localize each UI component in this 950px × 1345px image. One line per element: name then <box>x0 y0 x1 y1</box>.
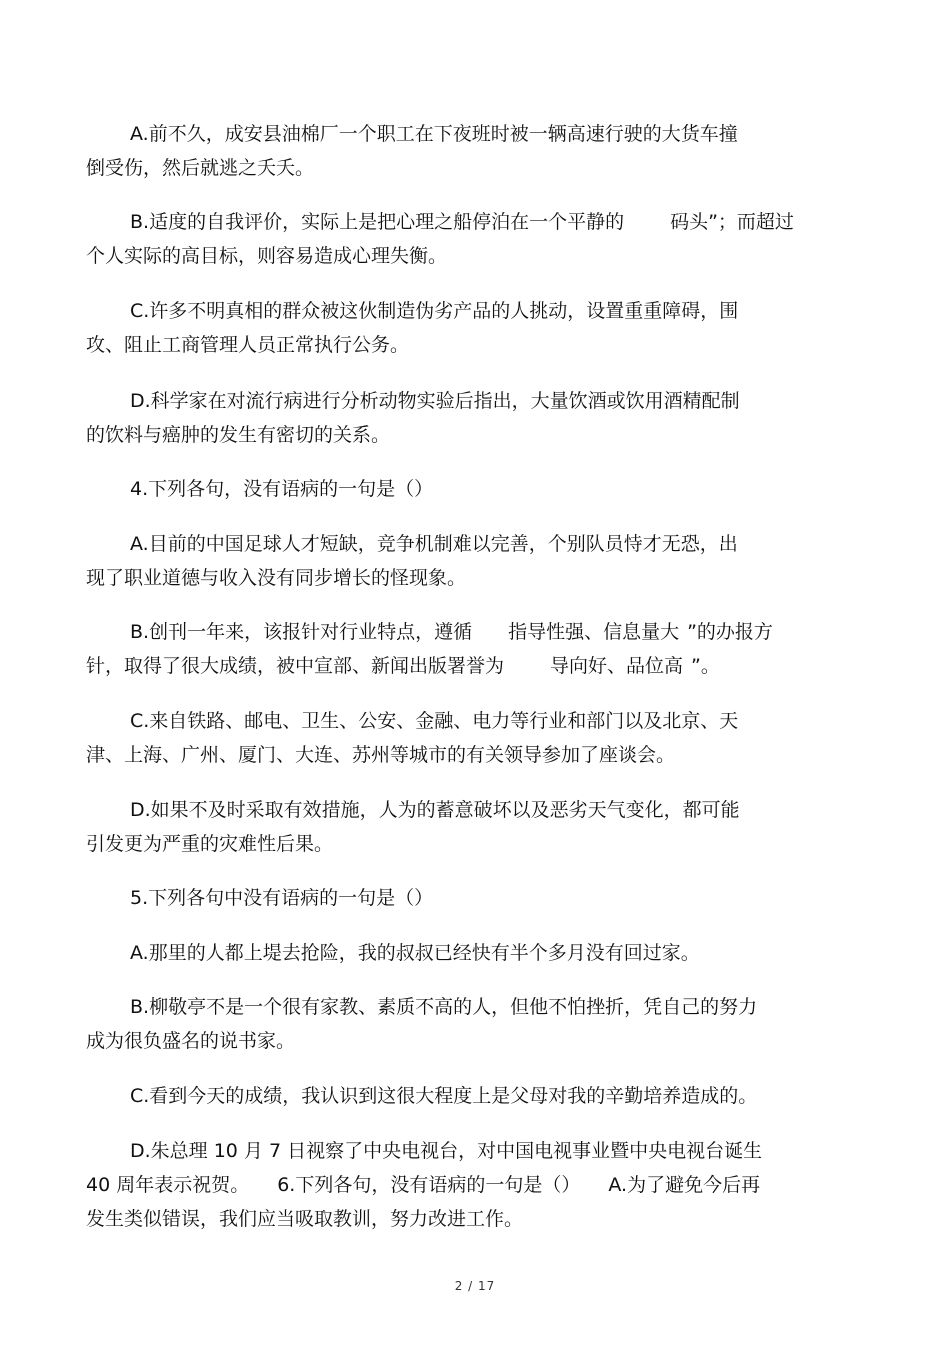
text-line: C.看到今天的成绩，我认识到这很大程度上是父母对我的辛勤培养造成的。 <box>130 1085 758 1107</box>
q3-option-c <box>86 294 856 362</box>
text-segment: ”。 <box>691 655 720 677</box>
text-line: D.如果不及时采取有效措施，人为的蓄意破坏以及恶劣天气变化，都可能 <box>130 799 740 821</box>
q3-option-d <box>86 384 856 452</box>
q5-option-c <box>86 1079 856 1113</box>
q5-option-b <box>86 990 856 1058</box>
text-line: 津、上海、广州、厦门、大连、苏州等城市的有关领导参加了座谈会。 <box>86 744 676 766</box>
q6-option-a: A.为了避免今后再 <box>608 1174 761 1196</box>
page-indicator: 2 / 17 <box>454 1279 496 1293</box>
text-line: 引发更为严重的灾难性后果。 <box>86 833 334 855</box>
q5-option-d <box>86 1134 856 1236</box>
q6-question: 6.下列各句，没有语病的一句是（） <box>277 1174 581 1196</box>
text-segment: 针，取得了很大成绩，被中宣部、新闻出版署誉为 <box>86 655 505 677</box>
text-line: 4.下列各句，没有语病的一句是（） <box>130 478 434 500</box>
q4-option-d <box>86 793 856 861</box>
text-line: A.目前的中国足球人才短缺，竞争机制难以完善，个别队员恃才无恐，出 <box>130 533 738 555</box>
q3-option-a <box>86 117 856 185</box>
text-line: C.许多不明真相的群众被这伙制造伪劣产品的人挑动，设置重重障碍，围 <box>130 300 739 322</box>
text-line: A.那里的人都上堤去抢险，我的叔叔已经快有半个多月没有回过家。 <box>130 942 700 964</box>
text-line <box>86 615 856 649</box>
q4-option-b <box>86 615 856 683</box>
text-line: 攻、阻止工商管理人员正常执行公务。 <box>86 334 410 356</box>
text-segment: B.适度的自我评价，实际上是把心理之船停泊在一个平静的 <box>130 211 625 233</box>
q5-option-a <box>86 936 856 970</box>
text-line: A.前不久，成安县油棉厂一个职工在下夜班时被一辆高速行驶的大货车撞 <box>130 123 738 145</box>
text-line: 发生类似错误，我们应当吸取教训，努力改进工作。 <box>86 1208 524 1230</box>
text-segment: 指导性强、信息量大 <box>508 621 680 643</box>
text-line: C.来自铁路、邮电、卫生、公安、金融、电力等行业和部门以及北京、天 <box>130 710 739 732</box>
q4-option-a <box>86 527 856 595</box>
text-line: D.朱总理 10 月 7 日视察了中央电视台，对中国电视事业暨中央电视台诞生 <box>130 1140 763 1162</box>
text-segment: 导向好、品位高 <box>550 655 684 677</box>
text-line: 倒受伤，然后就逃之夭夭。 <box>86 157 315 179</box>
text-segment: ”的办报方 <box>687 621 773 643</box>
text-line: 现了职业道德与收入没有同步增长的怪现象。 <box>86 567 467 589</box>
text-line <box>86 1168 856 1202</box>
text-segment: 40 周年表示祝贺。 <box>86 1174 250 1196</box>
text-line: B.柳敬亭不是一个很有家教、素质不高的人，但他不怕挫折，凭自己的努力 <box>130 996 758 1018</box>
text-line: 的饮料与癌肿的发生有密切的关系。 <box>86 424 391 446</box>
text-segment: B.创刊一年来，该报针对行业特点，遵循 <box>130 621 473 643</box>
q4-option-c <box>86 704 856 772</box>
text-line <box>86 649 856 683</box>
q3-option-b <box>86 205 856 273</box>
text-line <box>86 205 856 239</box>
q4-question <box>86 472 856 506</box>
text-line: D.科学家在对流行病进行分析动物实验后指出，大量饮酒或饮用酒精配制 <box>130 390 740 412</box>
text-segment: 码头”；而超过 <box>670 211 794 233</box>
text-line: 成为很负盛名的说书家。 <box>86 1030 296 1052</box>
text-line: 个人实际的高目标，则容易造成心理失衡。 <box>86 245 448 267</box>
text-line: 5.下列各句中没有语病的一句是（） <box>130 887 434 909</box>
q5-question <box>86 881 856 915</box>
